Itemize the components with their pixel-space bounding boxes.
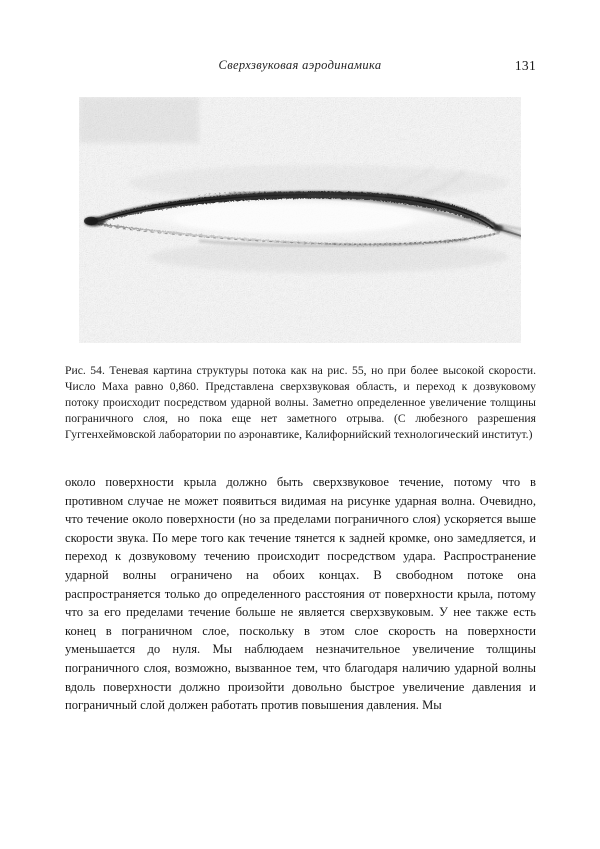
- running-head: [64, 58, 536, 78]
- figure-54: [79, 97, 521, 343]
- running-head-title: Сверхзвуковая аэродинамика: [218, 58, 382, 72]
- shadowgraph-image: [79, 97, 521, 343]
- shadowgraph-photograph: [79, 97, 521, 343]
- figure-caption: Рис. 54. Теневая картина структуры потока как на рис. 55, но при более высокой скорости. Число Маха равно 0,860. Представлена сверхзвуковая область, и переход к дозвуковому потоку происходит посредством ударной волны. Заметно определенное увеличение толщины пограничного слоя, но пока еще нет заметного отрыва. (С любезного разрешения Гуггенхеймовской лаборатории по аэронавтике, Калифорнийский технологический институт.): [65, 364, 536, 442]
- page-number: 131: [514, 58, 536, 73]
- body-text: [65, 473, 536, 715]
- body-paragraph: около поверхности крыла должно быть сверхзвуковое течение, потому что в противном случае не может появиться видимая на рисунке ударная волна. Очевидно, что течение около поверхности (но за пределами пограничного слоя) ускоряется выше скорости звука. По мере того как течение тянется к задней кромке, оно замедляется, и переход к дозвуковому течению происходит посредством удара. Распространение ударной волны ограничено на обоих концах. В свободном потоке она распространяется только до определенного расстояния от поверхности крыла, потому что за его пределами течение больше не является сверхзвуковым. У нее также есть конец в пограничном слое, поскольку в этом слое скорость на поверхности уменьшается до нуля. Мы наблюдаем незначительное увеличение толщины пограничного слоя, возможно, вызванное тем, что благодаря наличию ударной волны вдоль поверхности должно произойти довольно быстрое увеличение давления и пограничный слой должен работать против повышения давления. Мы: [65, 475, 536, 713]
